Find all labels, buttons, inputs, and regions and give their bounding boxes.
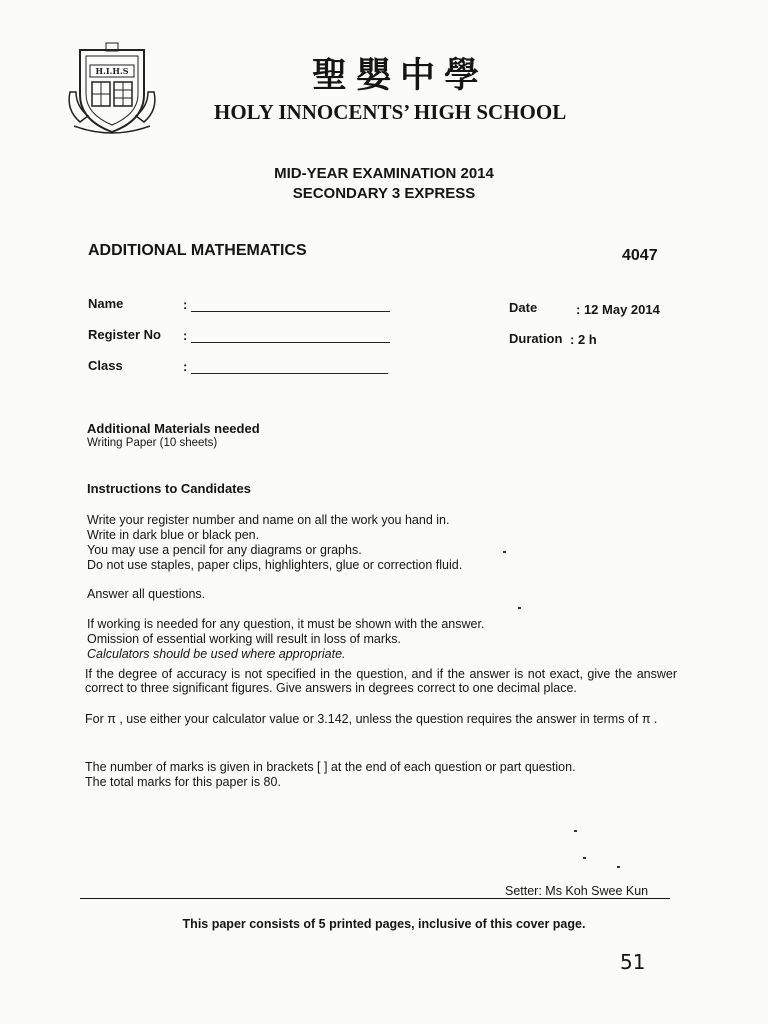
name-field-line[interactable] xyxy=(191,311,390,312)
class-field-line[interactable] xyxy=(191,373,388,374)
name-label: Name xyxy=(88,296,124,311)
exam-title: MID-YEAR EXAMINATION 2014 xyxy=(274,165,494,182)
class-colon: : xyxy=(183,359,188,374)
school-name-chinese: 聖嬰中學 xyxy=(312,55,489,96)
subject-name: ADDITIONAL MATHEMATICS xyxy=(88,242,307,259)
scan-speck xyxy=(617,866,620,868)
instruction-line: Do not use staples, paper clips, highlighters, glue or correction fluid. xyxy=(87,558,463,572)
working-line-1: If working is needed for any question, it must be shown with the answer. xyxy=(87,617,485,631)
scan-speck xyxy=(518,607,521,609)
instruction-line: You may use a pencil for any diagrams or graphs. xyxy=(87,543,362,557)
pi-paragraph: For π , use either your calculator value or 3.142, unless the question requires the answer in terms of π . xyxy=(85,712,658,726)
class-label: Class xyxy=(88,358,123,373)
footer-divider xyxy=(80,898,670,899)
date-value: : 12 May 2014 xyxy=(576,302,660,317)
register-label: Register No xyxy=(88,327,161,342)
date-label: Date xyxy=(509,300,538,315)
scan-speck xyxy=(503,551,506,553)
calculators-line: Calculators should be used where appropriate. xyxy=(87,647,346,661)
handwritten-mark: 51 xyxy=(620,950,646,974)
school-name: HOLY INNOCENTS’ HIGH SCHOOL xyxy=(214,100,567,124)
materials-item: Writing Paper (10 sheets) xyxy=(87,437,218,449)
answer-all: Answer all questions. xyxy=(87,587,206,601)
duration-label: Duration xyxy=(509,331,563,346)
school-crest-logo xyxy=(62,40,162,140)
working-line-2: Omission of essential working will result in loss of marks. xyxy=(87,632,401,646)
marks-line-2: The total marks for this paper is 80. xyxy=(85,775,281,789)
register-colon: : xyxy=(183,328,188,343)
page-count-note: This paper consists of 5 printed pages, inclusive of this cover page. xyxy=(182,917,586,931)
setter-name: Setter: Ms Koh Swee Kun xyxy=(505,884,649,898)
instructions-heading: Instructions to Candidates xyxy=(87,481,251,496)
register-field-line[interactable] xyxy=(191,342,390,343)
svg-text:H.I.H.S: H.I.H.S xyxy=(95,66,129,76)
instruction-line: Write in dark blue or black pen. xyxy=(87,528,260,542)
scan-speck xyxy=(583,857,586,859)
exam-level: SECONDARY 3 EXPRESS xyxy=(292,185,476,202)
subject-code: 4047 xyxy=(622,247,658,264)
accuracy-paragraph: If the degree of accuracy is not specified in the question, and if the answer is not exact, give the answer correct to three significant figures. Give answers in degrees correct to one decimal place. xyxy=(85,667,677,695)
duration-value: : 2 h xyxy=(570,332,597,347)
materials-heading: Additional Materials needed xyxy=(87,421,260,436)
scan-speck xyxy=(574,830,577,832)
name-colon: : xyxy=(183,297,188,312)
instruction-line: Write your register number and name on all the work you hand in. xyxy=(87,513,450,527)
marks-line-1: The number of marks is given in brackets [ ] at the end of each question or part question. xyxy=(85,760,576,774)
